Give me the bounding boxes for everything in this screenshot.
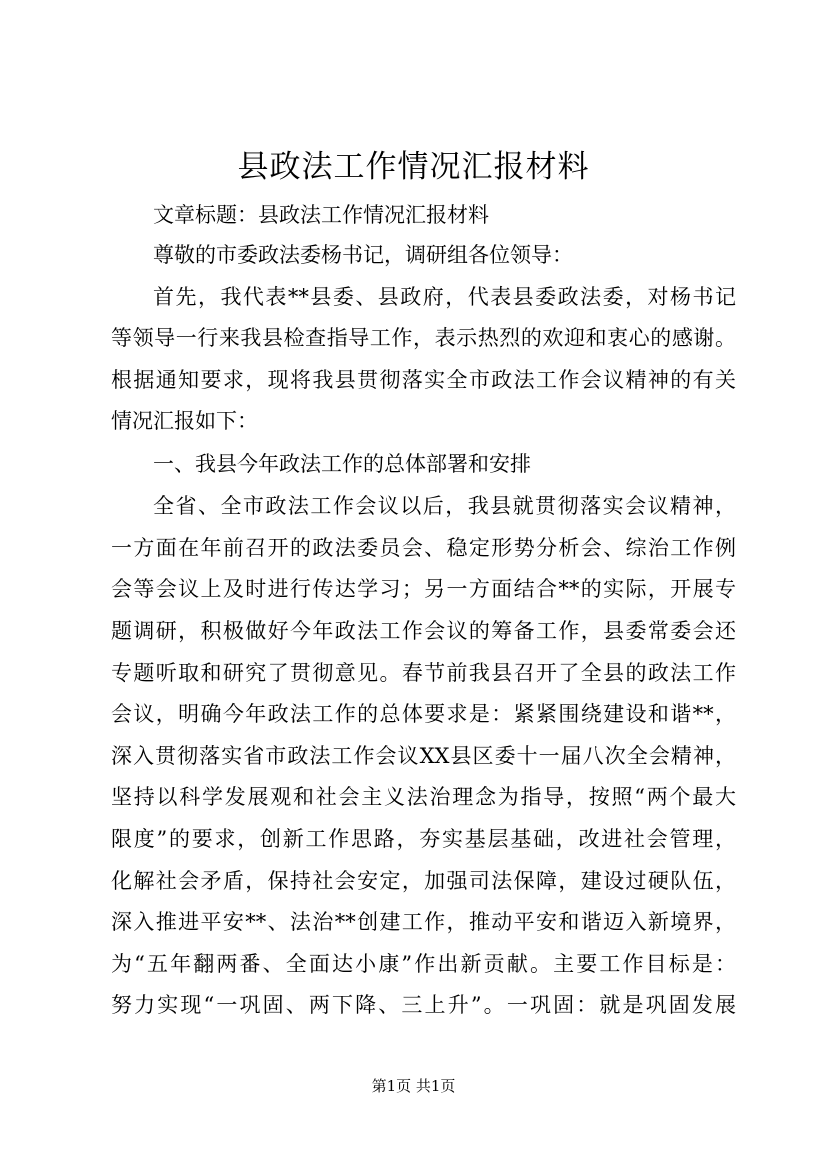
paragraph-line: 坚持以科学发展观和社会主义法治理念为指导，按照“两个最大: [111, 785, 736, 809]
paragraph-line: 专题听取和研究了贯彻意见。春节前我县召开了全县的政法工作: [111, 661, 736, 685]
article-title-line: 文章标题：县政法工作情况汇报材料: [153, 203, 489, 227]
page-number-footer: 第1页 共1页: [371, 1077, 456, 1095]
paragraph-line: 努力实现“一巩固、两下降、三上升”。一巩固：就是巩固发展: [111, 993, 736, 1017]
paragraph-line: 深入贯彻落实省市政法工作会议XX县区委十一届八次全会精神，: [111, 744, 736, 768]
paragraph-line: 全省、全市政法工作会议以后，我县就贯彻落实会议精神，: [153, 494, 736, 518]
paragraph-line: 会等会议上及时进行传达学习；另一方面结合**的实际，开展专: [111, 577, 736, 601]
paragraph-line: 深入推进平安**、法治**创建工作，推动平安和谐迈入新境界，: [111, 910, 736, 934]
document-title: 县政法工作情况汇报材料: [237, 149, 590, 185]
section-heading: 一、我县今年政法工作的总体部署和安排: [153, 452, 531, 476]
paragraph-line: 根据通知要求，现将我县贯彻落实全市政法工作会议精神的有关: [111, 368, 736, 392]
salutation-line: 尊敬的市委政法委杨书记，调研组各位领导：: [153, 243, 573, 267]
paragraph-line: 题调研，积极做好今年政法工作会议的筹备工作，县委常委会还: [111, 619, 736, 643]
paragraph-line: 为“五年翻两番、全面达小康”作出新贡献。主要工作目标是：: [111, 952, 736, 976]
paragraph-line: 等领导一行来我县检查指导工作，表示热烈的欢迎和衷心的感谢。: [111, 326, 736, 350]
paragraph-line: 一方面在年前召开的政法委员会、稳定形势分析会、综治工作例: [111, 536, 736, 560]
paragraph-line: 会议，明确今年政法工作的总体要求是：紧紧围绕建设和谐**，: [111, 702, 736, 726]
paragraph-line: 化解社会矛盾，保持社会安定，加强司法保障，建设过硬队伍，: [111, 869, 736, 893]
paragraph-line: 首先，我代表**县委、县政府，代表县委政法委，对杨书记: [153, 285, 736, 309]
paragraph-line: 限度”的要求，创新工作思路，夯实基层基础，改进社会管理，: [111, 827, 736, 851]
paragraph-line: 情况汇报如下：: [111, 409, 258, 433]
